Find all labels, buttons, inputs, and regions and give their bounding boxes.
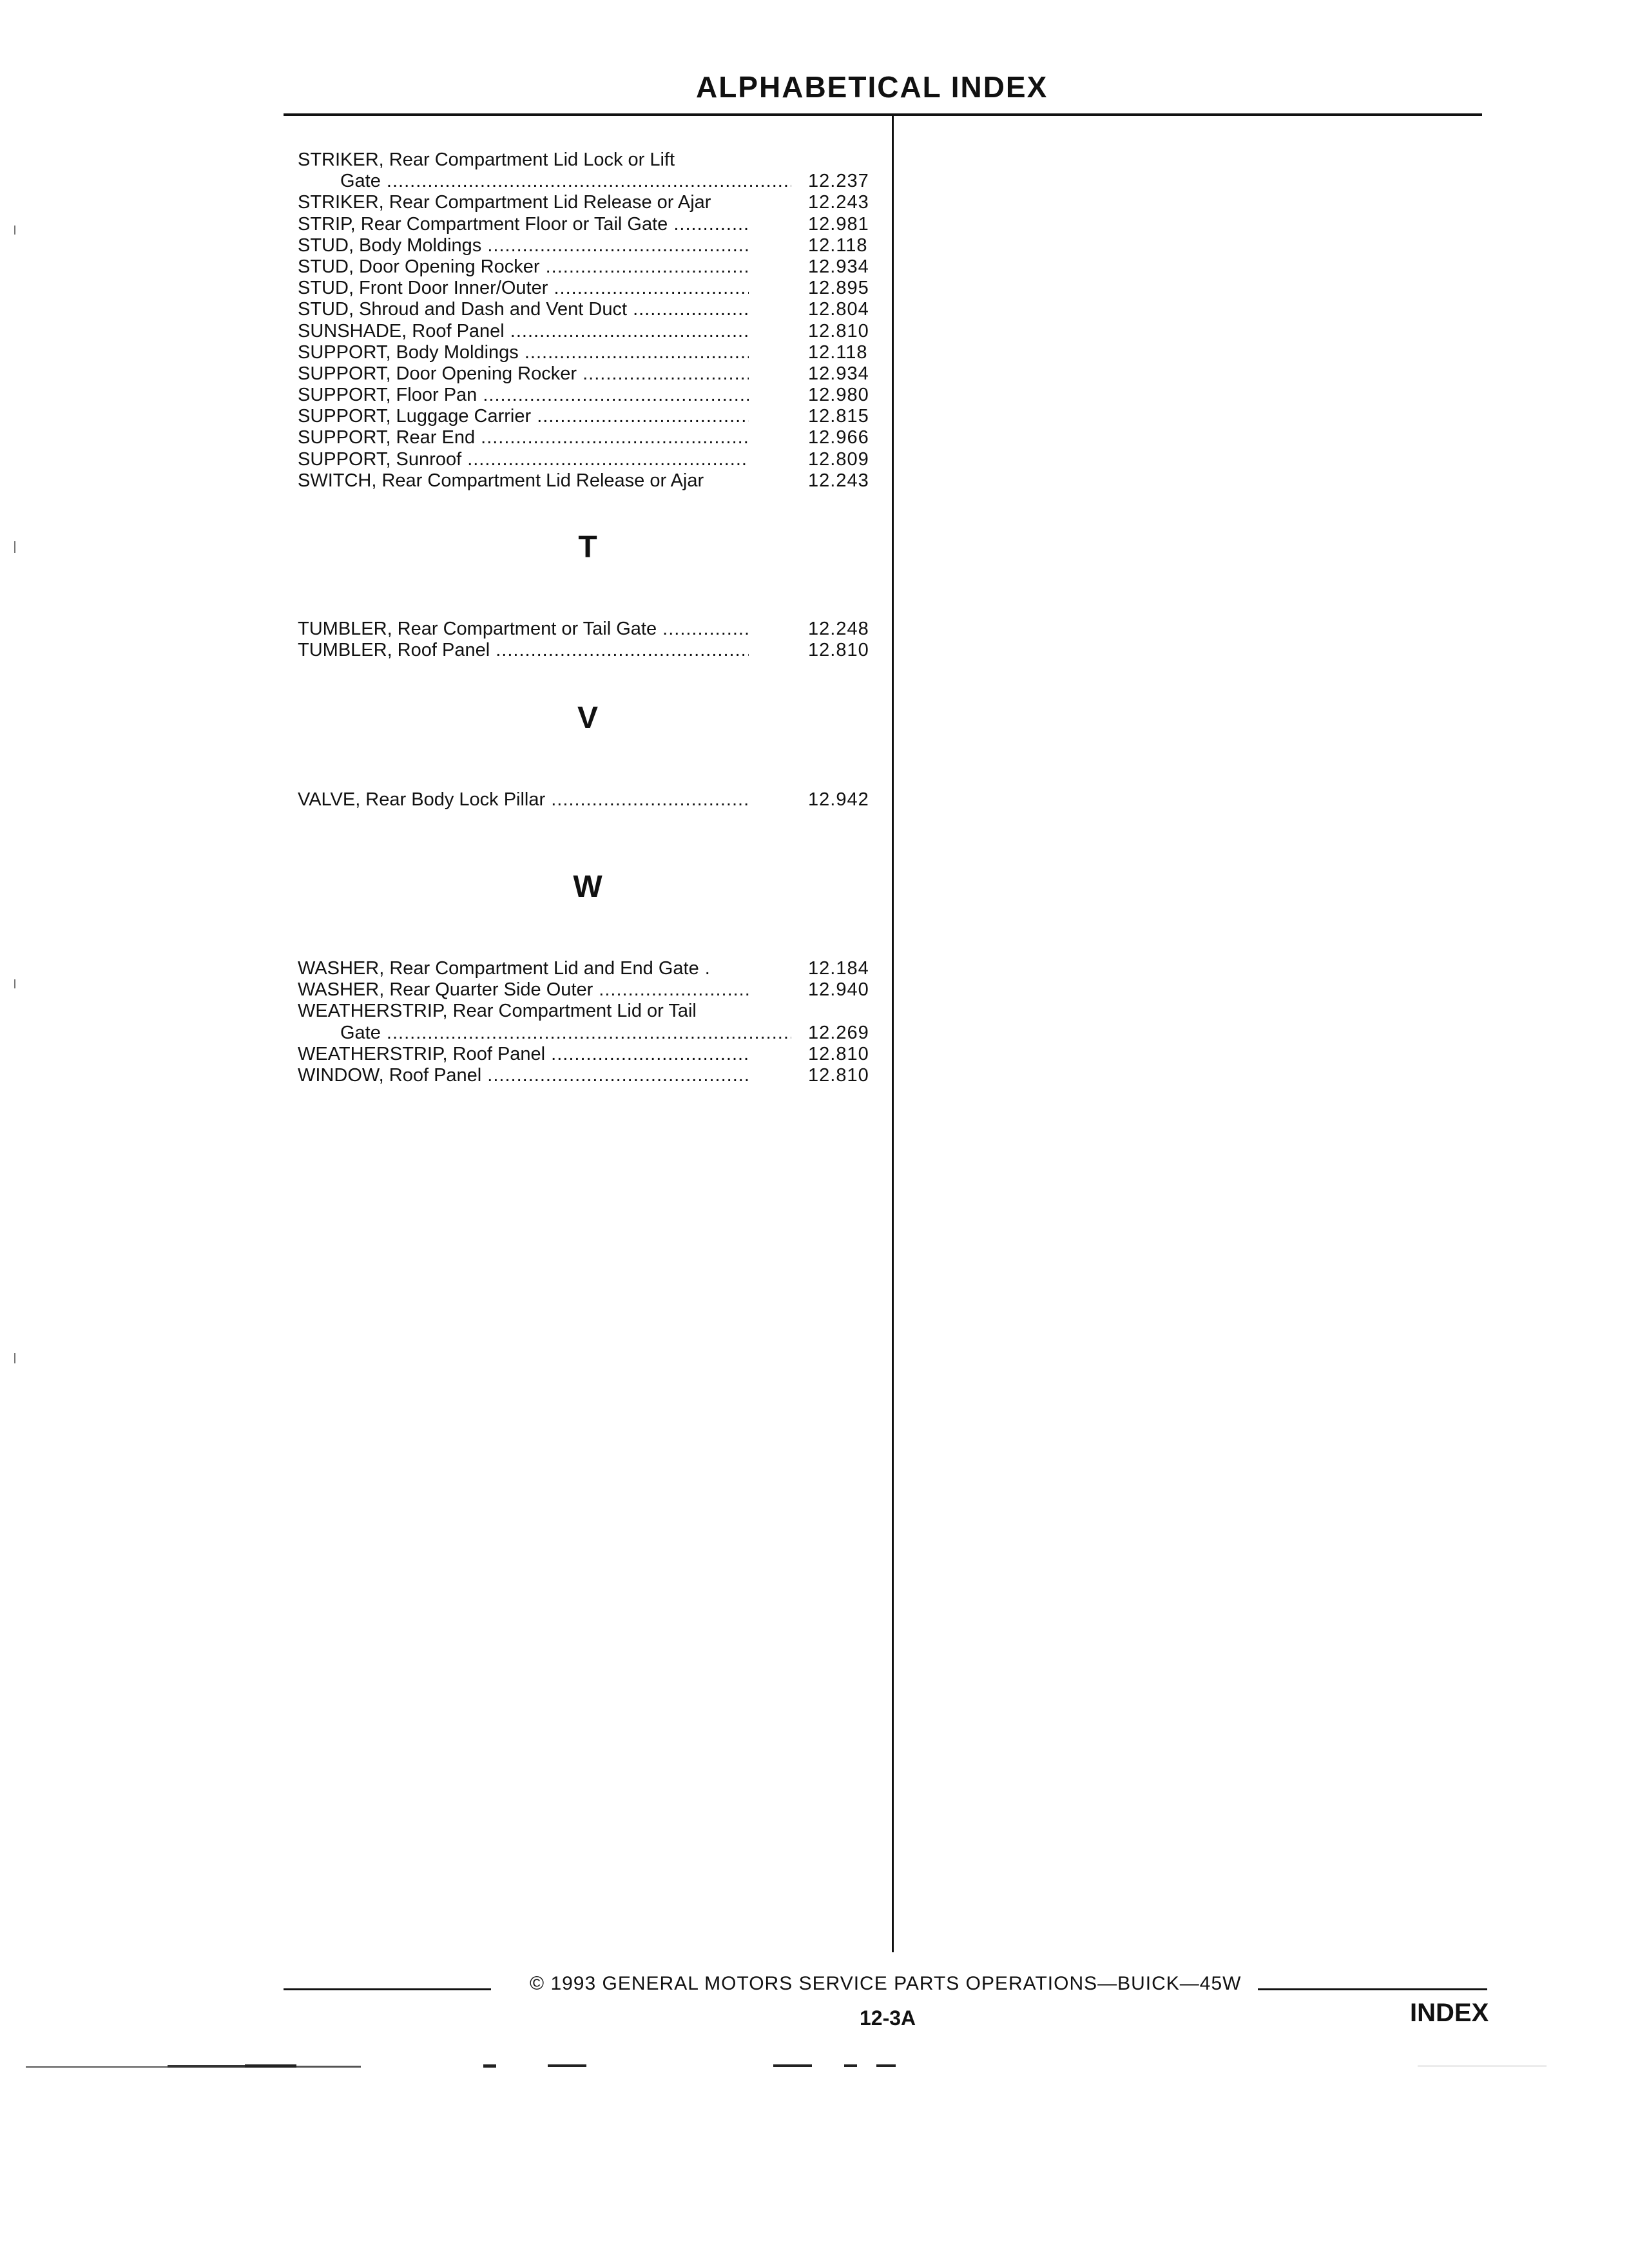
entry-page-ref: 12.243 <box>808 470 869 491</box>
scan-artifact <box>773 2064 812 2067</box>
entry-label: STRIKER, Rear Compartment Lid Release or Ajar <box>298 192 711 213</box>
entry-page-ref: 12.184 <box>808 958 869 979</box>
entry-label-continued: Gate ..... <box>340 171 791 192</box>
entry-page-ref: 12.810 <box>808 1064 869 1086</box>
entry-label: WINDOW, Roof Panel ..... <box>298 1065 749 1086</box>
scan-artifact <box>168 2065 245 2068</box>
entry-label: WEATHERSTRIP, Rear Compartment Lid or Tail <box>298 1001 697 1022</box>
scan-artifact <box>26 2066 168 2068</box>
entry-label: SUPPORT, Sunroof ..... <box>298 449 749 470</box>
entry-label: STRIKER, Rear Compartment Lid Lock or Lift <box>298 149 675 170</box>
entry-label: SUPPORT, Door Opening Rocker ..... <box>298 363 749 385</box>
entry-page-ref: 12.895 <box>808 278 869 299</box>
entry-label: SUPPORT, Luggage Carrier ..... <box>298 406 749 427</box>
entry-page-ref: 12.248 <box>808 619 869 639</box>
section-letter-v: V <box>577 701 598 735</box>
entry-page-ref: 12.269 <box>808 1022 869 1043</box>
entry-page-ref: 12.940 <box>808 979 869 1001</box>
entry-page-ref: 12.942 <box>808 789 869 810</box>
scan-artifact <box>483 2064 496 2068</box>
entry-page-ref: 12.804 <box>808 299 869 320</box>
entry-page-ref: 12.810 <box>808 1043 869 1064</box>
entry-label: SWITCH, Rear Compartment Lid Release or Ajar <box>298 470 704 491</box>
entry-page-ref: 12.243 <box>808 192 869 213</box>
section-letter-w: W <box>573 870 602 904</box>
entry-label: STUD, Door Opening Rocker ..... <box>298 256 749 278</box>
entry-label: STUD, Front Door Inner/Outer ..... <box>298 278 749 299</box>
entry-label: WASHER, Rear Compartment Lid and End Gate . <box>298 958 711 979</box>
footer-copyright: © 1993 GENERAL MOTORS SERVICE PARTS OPERATIONS—BUICK—45W <box>530 1973 1242 1994</box>
entry-label: STUD, Body Moldings ..... <box>298 235 749 256</box>
entry-label: STRIP, Rear Compartment Floor or Tail Gate ..... <box>298 214 749 235</box>
entry-page-ref: 12.237 <box>808 171 869 192</box>
entry-page-ref: 12.809 <box>808 448 869 470</box>
header-rule <box>284 113 1482 116</box>
entry-label: TUMBLER, Roof Panel ..... <box>298 640 749 661</box>
entry-page-ref: 12.934 <box>808 256 869 277</box>
entry-label: SUPPORT, Body Moldings ..... <box>298 342 749 363</box>
entry-page-ref: 12.118 <box>808 235 868 256</box>
entry-label: TUMBLER, Rear Compartment or Tail Gate ..... <box>298 619 749 640</box>
scan-artifact <box>548 2064 586 2067</box>
section-letter-t: T <box>578 530 597 564</box>
entry-label-continued: Gate ..... <box>340 1023 791 1044</box>
entry-page-ref: 12.810 <box>808 320 869 341</box>
entry-page-ref: 12.810 <box>808 640 869 661</box>
entry-page-ref: 12.815 <box>808 406 869 427</box>
section-name: INDEX <box>1410 1999 1489 2027</box>
scan-artifact <box>14 1353 15 1363</box>
scan-artifact <box>296 2066 361 2068</box>
entry-label: STUD, Shroud and Dash and Vent Duct ..... <box>298 299 749 320</box>
entry-label: SUPPORT, Floor Pan ..... <box>298 385 749 406</box>
page-number: 12-3A <box>860 2006 916 2030</box>
scan-artifact <box>14 979 15 988</box>
entry-label: VALVE, Rear Body Lock Pillar ..... <box>298 789 749 811</box>
entry-label: SUNSHADE, Roof Panel ..... <box>298 321 749 342</box>
scan-artifact <box>844 2064 857 2067</box>
entry-label: WEATHERSTRIP, Roof Panel ..... <box>298 1044 749 1065</box>
entry-page-ref: 12.934 <box>808 363 869 384</box>
scan-artifact <box>14 226 15 235</box>
scan-artifact <box>876 2064 896 2067</box>
scan-artifact <box>14 541 15 553</box>
entry-label: SUPPORT, Rear End ..... <box>298 427 749 448</box>
entry-label: WASHER, Rear Quarter Side Outer ..... <box>298 979 749 1001</box>
footer-rule-left <box>284 1988 491 1990</box>
entry-page-ref: 12.118 <box>808 341 868 363</box>
page-title: ALPHABETICAL INDEX <box>696 70 1048 104</box>
entry-page-ref: 12.980 <box>808 385 869 406</box>
scan-artifact <box>245 2064 296 2068</box>
footer-rule-right <box>1258 1988 1487 1990</box>
entry-page-ref: 12.966 <box>808 427 869 448</box>
entry-page-ref: 12.981 <box>808 213 869 235</box>
column-divider <box>892 115 894 1952</box>
